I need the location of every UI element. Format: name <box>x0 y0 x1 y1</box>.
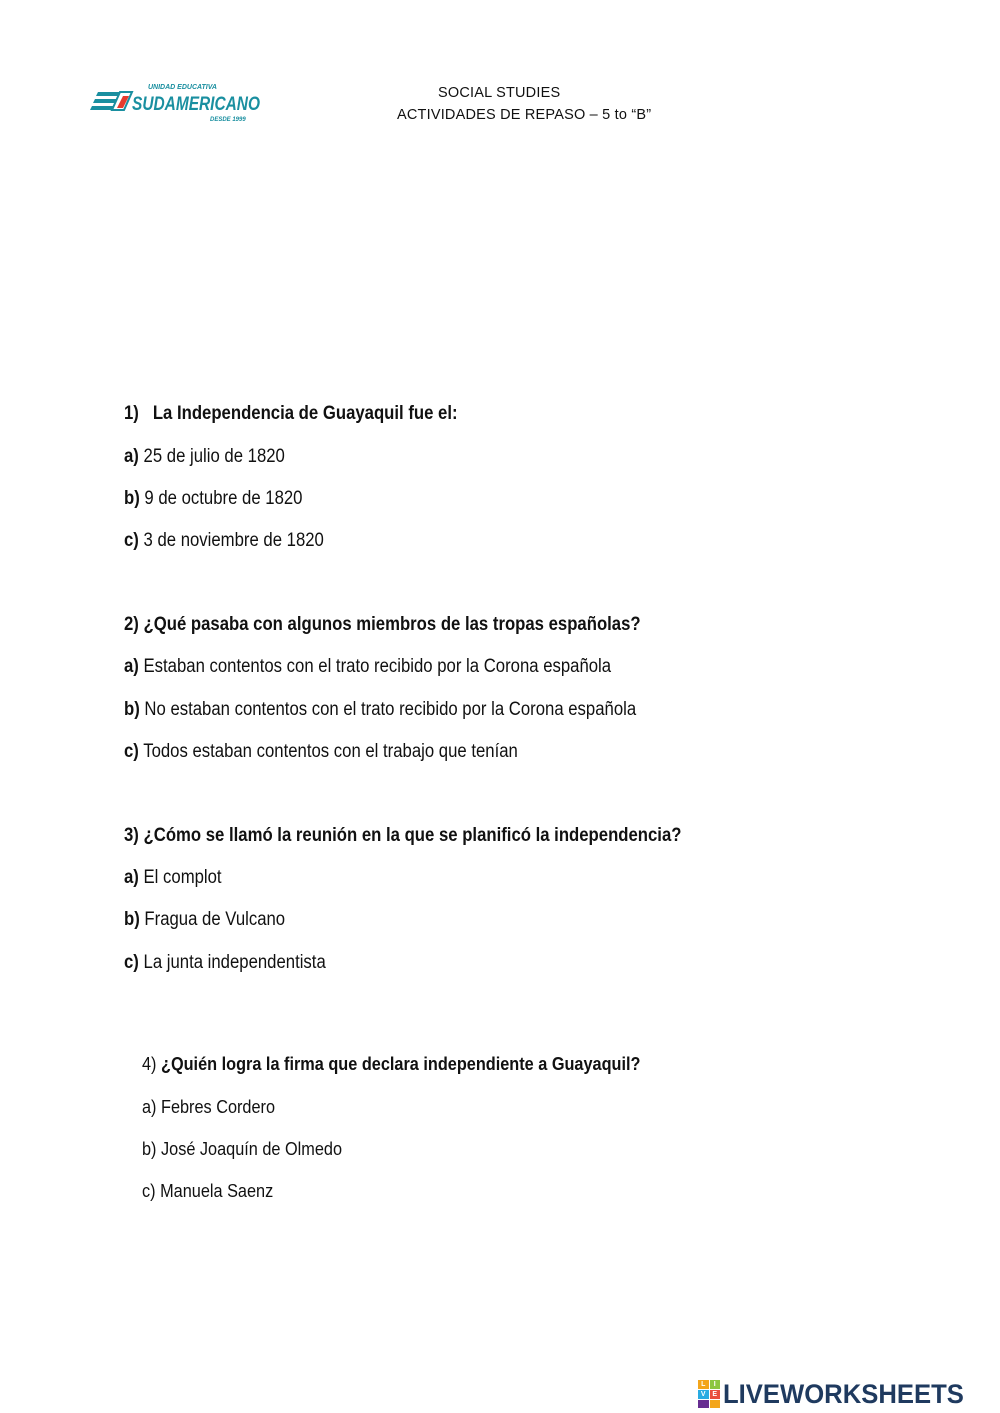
logo-letter-v: V <box>698 1390 709 1399</box>
liveworksheets-watermark <box>698 1378 977 1410</box>
option-4b[interactable]: b) José Joaquín de Olmedo <box>142 1138 343 1159</box>
question-number: 4) <box>142 1053 157 1074</box>
svg-text:SUDAMERICANO: SUDAMERICANO <box>132 94 261 115</box>
option-2a[interactable]: a) Estaban contentos con el trato recibido por la Corona española <box>124 656 612 677</box>
liveworksheets-text: LIVEWORKSHEETS <box>723 1378 964 1409</box>
question-4 <box>142 1053 640 1075</box>
question-number: 1) <box>124 403 139 424</box>
question-number: 2) <box>124 614 139 635</box>
logo-block <box>710 1400 721 1408</box>
option-1a[interactable]: a) 25 de julio de 1820 <box>124 446 285 467</box>
logo-letter-l: L <box>698 1380 709 1389</box>
question-number: 3) <box>124 825 139 846</box>
option-3b[interactable]: b) Fragua de Vulcano <box>124 909 286 930</box>
question-2 <box>124 614 641 636</box>
option-4a[interactable]: a) Febres Cordero <box>142 1096 276 1117</box>
option-3a[interactable]: a) El complot <box>124 867 222 888</box>
option-4c[interactable]: c) Manuela Saenz <box>142 1180 274 1201</box>
option-2b[interactable]: b) No estaban contentos con el trato recibido por la Corona española <box>124 699 637 720</box>
question-text: ¿Cómo se llamó la reunión en la que se planificó la independencia? <box>143 825 682 846</box>
question-1 <box>124 403 458 425</box>
option-2c[interactable]: c) Todos estaban contentos con el trabajo que tenían <box>124 741 518 762</box>
option-1c[interactable]: c) 3 de noviembre de 1820 <box>124 530 324 551</box>
svg-text:DESDE 1999: DESDE 1999 <box>210 117 246 123</box>
question-text: ¿Quién logra la firma que declara independiente a Guayaquil? <box>161 1053 641 1074</box>
logo-letter-e: E <box>710 1390 721 1399</box>
school-logo <box>90 80 265 126</box>
question-3 <box>124 825 681 847</box>
option-3c[interactable]: c) La junta independentista <box>124 952 326 973</box>
liveworksheets-logo-icon <box>698 1380 720 1408</box>
activity-title: ACTIVIDADES DE REPASO – 5 to “B” <box>397 107 652 123</box>
question-text: ¿Qué pasaba con algunos miembros de las tropas españolas? <box>143 614 641 635</box>
question-text: La Independencia de Guayaquil fue el: <box>152 403 458 424</box>
subject-title: SOCIAL STUDIES <box>438 85 561 101</box>
svg-text:UNIDAD EDUCATIVA: UNIDAD EDUCATIVA <box>148 84 217 91</box>
logo-block <box>698 1400 709 1408</box>
logo-letter-i: I <box>710 1380 721 1389</box>
option-1b[interactable]: b) 9 de octubre de 1820 <box>124 488 303 509</box>
